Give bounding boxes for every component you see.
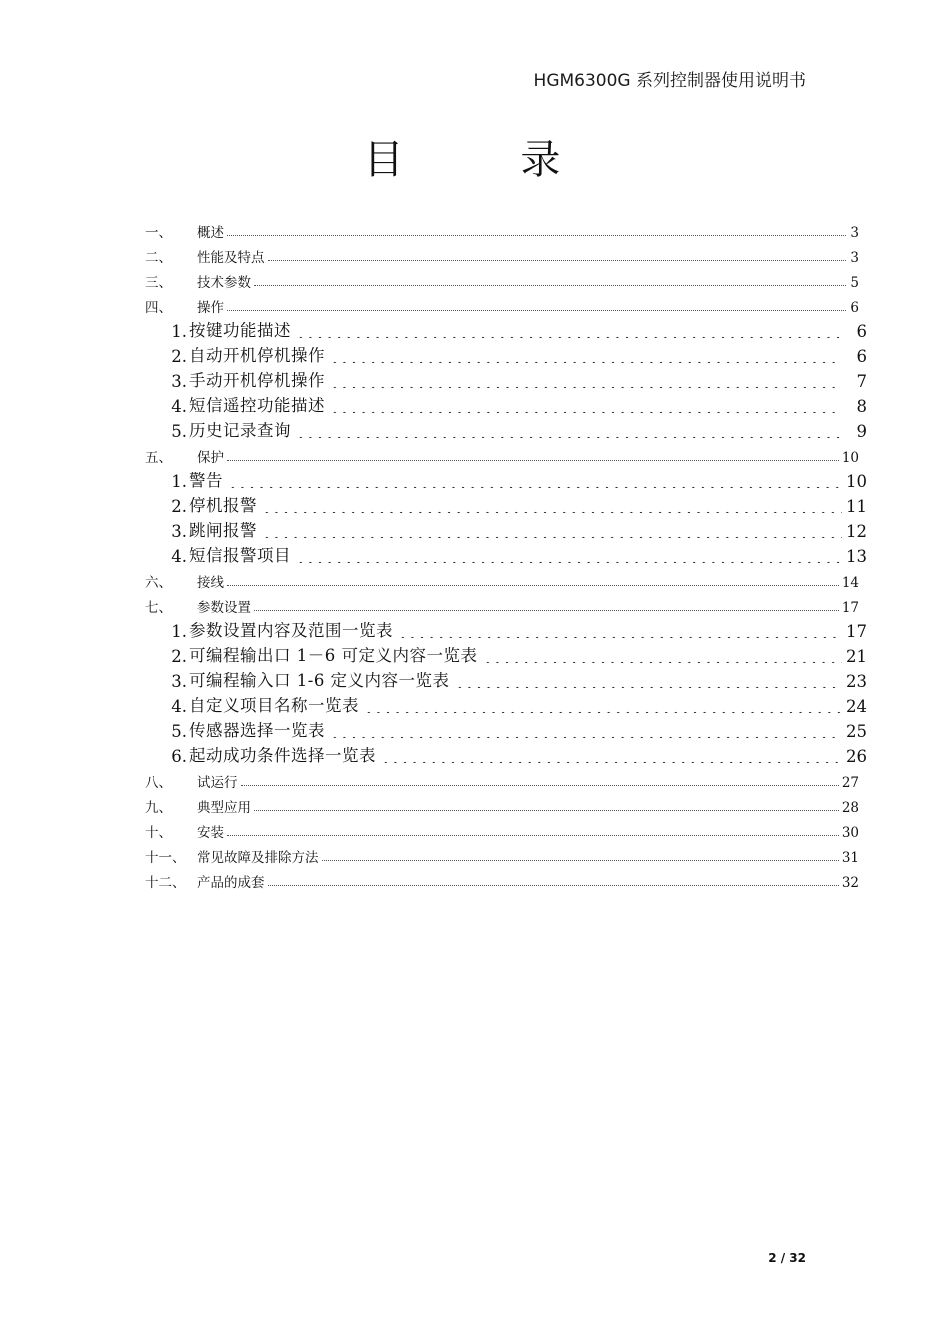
- toc-entry-number: 6.: [171, 747, 187, 766]
- toc-subsection-entry[interactable]: [145, 516, 867, 541]
- toc-dot-leader: [294, 424, 842, 438]
- toc-entry-number: 5.: [171, 722, 187, 741]
- toc-subsection-entry[interactable]: [145, 716, 867, 741]
- toc-entry-label: 起动成功条件选择一览表: [189, 746, 376, 765]
- toc-entry-label: 短信遥控功能描述: [189, 396, 325, 415]
- toc-entry-page: 26: [846, 747, 867, 766]
- toc-entry-page: 17: [841, 600, 859, 616]
- toc-section-entry[interactable]: [145, 866, 859, 891]
- toc-subsection-entry[interactable]: [145, 616, 867, 641]
- toc-entry-page: 10: [846, 472, 867, 491]
- toc-entry-page: 32: [841, 875, 859, 891]
- toc-subsection-entry[interactable]: [145, 691, 867, 716]
- toc-entry-number: 1.: [171, 622, 187, 641]
- toc-entry-page: 27: [841, 775, 859, 791]
- toc-entry-label: 可编程输出口 1－6 可定义内容一览表: [189, 646, 478, 665]
- toc-entry-page: 24: [846, 697, 867, 716]
- toc-entry-label: 自定义项目名称一览表: [189, 696, 359, 715]
- toc-dot-leader: [260, 499, 842, 513]
- toc-section-entry[interactable]: [145, 791, 859, 816]
- toc-entry-label: 警告: [189, 471, 223, 490]
- toc-dot-leader: [227, 584, 839, 586]
- page-title: 目 录: [363, 137, 613, 183]
- toc-entry-label: 按键功能描述: [189, 321, 291, 340]
- toc-entry-label: 短信报警项目: [189, 546, 291, 565]
- toc-entry-number: 五、: [145, 450, 172, 466]
- toc-entry-number: 4.: [171, 547, 187, 566]
- toc-dot-leader: [227, 834, 839, 836]
- toc-section-entry[interactable]: [145, 441, 859, 466]
- toc-section-entry[interactable]: [145, 291, 859, 316]
- document-header: HGM6300G 系列控制器使用说明书: [533, 71, 806, 91]
- toc-subsection-entry[interactable]: [145, 316, 867, 341]
- toc-entry-number: 一、: [145, 225, 172, 241]
- toc-entry-number: 七、: [145, 600, 172, 616]
- toc-entry-page: 8: [856, 397, 867, 416]
- toc-subsection-entry[interactable]: [145, 416, 867, 441]
- toc-entry-page: 31: [841, 850, 859, 866]
- toc-subsection-entry[interactable]: [145, 491, 867, 516]
- toc-section-entry[interactable]: [145, 266, 859, 291]
- toc-section-entry[interactable]: [145, 591, 859, 616]
- toc-dot-leader: [328, 374, 842, 388]
- toc-entry-number: 九、: [145, 800, 172, 816]
- toc-entry-label: 停机报警: [189, 496, 257, 515]
- toc-entry-number: 2.: [171, 347, 187, 366]
- toc-dot-leader: [254, 609, 839, 611]
- toc-entry-page: 5: [850, 275, 859, 291]
- toc-entry-number: 八、: [145, 775, 172, 791]
- toc-entry-number: 2.: [171, 497, 187, 516]
- toc-entry-label: 典型应用: [197, 800, 251, 816]
- toc-entry-label: 常见故障及排除方法: [197, 850, 319, 866]
- toc-entry-label: 历史记录查询: [189, 421, 291, 440]
- toc-entry-page: 17: [846, 622, 867, 641]
- toc-entry-page: 7: [856, 372, 867, 391]
- toc-entry-number: 4.: [171, 697, 187, 716]
- toc-entry-label: 概述: [197, 225, 224, 241]
- toc-entry-page: 11: [846, 497, 867, 516]
- toc-entry-number: 三、: [145, 275, 172, 291]
- toc-subsection-entry[interactable]: [145, 366, 867, 391]
- toc-dot-leader: [396, 624, 842, 638]
- toc-entry-label: 可编程输入口 1-6 定义内容一览表: [189, 671, 450, 690]
- toc-entry-label: 技术参数: [197, 275, 251, 291]
- toc-dot-leader: [226, 474, 842, 488]
- toc-entry-label: 跳闸报警: [189, 521, 257, 540]
- toc-section-entry[interactable]: [145, 766, 859, 791]
- toc-entry-page: 30: [841, 825, 859, 841]
- toc-entry-page: 6: [856, 322, 867, 341]
- toc-entry-number: 二、: [145, 250, 172, 266]
- toc-dot-leader: [328, 724, 842, 738]
- toc-entry-number: 四、: [145, 300, 172, 316]
- toc-entry-page: 10: [841, 450, 859, 466]
- toc-dot-leader: [362, 699, 842, 713]
- toc-section-entry[interactable]: [145, 841, 859, 866]
- toc-subsection-entry[interactable]: [145, 641, 867, 666]
- toc-entry-number: 十、: [145, 825, 172, 841]
- toc-subsection-entry[interactable]: [145, 666, 867, 691]
- toc-entry-number: 4.: [171, 397, 187, 416]
- toc-dot-leader: [481, 649, 843, 663]
- toc-entry-page: 6: [850, 300, 859, 316]
- toc-dot-leader: [268, 259, 847, 261]
- toc-subsection-entry[interactable]: [145, 391, 867, 416]
- toc-entry-label: 安装: [197, 825, 224, 841]
- toc-entry-label: 传感器选择一览表: [189, 721, 325, 740]
- toc-entry-page: 25: [846, 722, 867, 741]
- toc-subsection-entry[interactable]: [145, 541, 867, 566]
- toc-entry-page: 28: [841, 800, 859, 816]
- toc-entry-number: 3.: [171, 522, 187, 541]
- toc-dot-leader: [254, 284, 846, 286]
- toc-entry-label: 操作: [197, 300, 224, 316]
- toc-entry-label: 接线: [197, 575, 224, 591]
- toc-entry-number: 3.: [171, 372, 187, 391]
- toc-dot-leader: [322, 859, 839, 861]
- toc-entry-number: 1.: [171, 472, 187, 491]
- toc-entry-page: 6: [856, 347, 867, 366]
- toc-dot-leader: [294, 549, 842, 563]
- toc-entry-page: 23: [846, 672, 867, 691]
- toc-entry-label: 产品的成套: [197, 875, 265, 891]
- toc-entry-number: 六、: [145, 575, 172, 591]
- toc-entry-label: 自动开机停机操作: [189, 346, 325, 365]
- toc-entry-label: 性能及特点: [197, 250, 265, 266]
- toc-entry-number: 5.: [171, 422, 187, 441]
- toc-dot-leader: [328, 399, 842, 413]
- toc-entry-label: 保护: [197, 450, 224, 466]
- toc-dot-leader: [268, 884, 839, 886]
- toc-entry-number: 1.: [171, 322, 187, 341]
- toc-dot-leader: [328, 349, 842, 363]
- toc-dot-leader: [227, 234, 846, 236]
- toc-subsection-entry[interactable]: [145, 741, 867, 766]
- toc-entry-page: 13: [846, 547, 867, 566]
- toc-section-entry[interactable]: [145, 241, 859, 266]
- toc-dot-leader: [294, 324, 842, 338]
- page-number: 2 / 32: [768, 1251, 806, 1265]
- toc-entry-page: 3: [850, 250, 859, 266]
- toc-entry-number: 2.: [171, 647, 187, 666]
- toc-dot-leader: [260, 524, 842, 538]
- toc-entry-number: 十一、: [145, 850, 186, 866]
- toc-entry-label: 参数设置内容及范围一览表: [189, 621, 393, 640]
- toc-section-entry[interactable]: [145, 216, 859, 241]
- toc-subsection-entry[interactable]: [145, 466, 867, 491]
- toc-dot-leader: [379, 749, 842, 763]
- toc-entry-label: 手动开机停机操作: [189, 371, 325, 390]
- toc-dot-leader: [254, 809, 839, 811]
- toc-dot-leader: [453, 674, 842, 688]
- toc-entry-page: 9: [856, 422, 867, 441]
- table-of-contents: [145, 216, 867, 891]
- toc-dot-leader: [227, 459, 839, 461]
- toc-entry-number: 3.: [171, 672, 187, 691]
- toc-section-entry[interactable]: [145, 816, 859, 841]
- toc-entry-label: 参数设置: [197, 600, 251, 616]
- toc-entry-page: 3: [850, 225, 859, 241]
- toc-entry-page: 21: [846, 647, 867, 666]
- toc-dot-leader: [241, 784, 839, 786]
- toc-section-entry[interactable]: [145, 566, 859, 591]
- toc-entry-label: 试运行: [197, 775, 238, 791]
- toc-subsection-entry[interactable]: [145, 341, 867, 366]
- toc-dot-leader: [227, 309, 846, 311]
- toc-entry-number: 十二、: [145, 875, 186, 891]
- toc-entry-page: 12: [846, 522, 867, 541]
- toc-entry-page: 14: [841, 575, 859, 591]
